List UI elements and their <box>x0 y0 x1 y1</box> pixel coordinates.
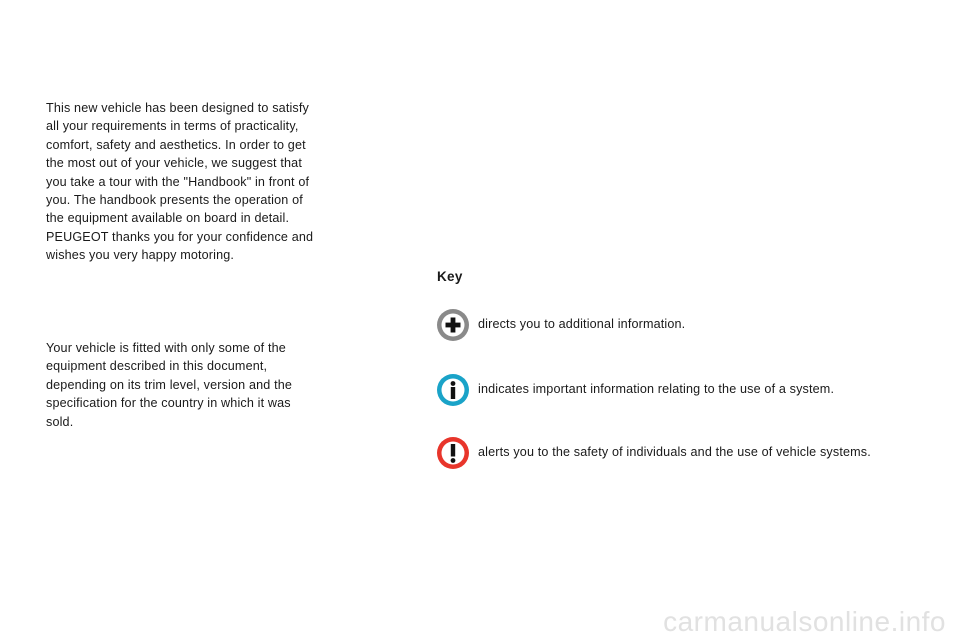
intro-line: you. The handbook presents the operation of <box>46 193 303 208</box>
key-item-important-info <box>436 373 936 407</box>
intro-paragraph <box>46 99 338 265</box>
equipment-note-paragraph <box>46 339 338 431</box>
equipment-note-line: Your vehicle is fitted with only some of the <box>46 341 286 355</box>
key-item-text: directs you to additional information. <box>478 317 686 331</box>
intro-line: the equipment available on board in detail. <box>46 211 290 226</box>
key-item-text: alerts you to the safety of individuals and the use of vehicle systems. <box>478 445 871 459</box>
exclamation-icon <box>436 436 470 470</box>
equipment-note-line: specification for the country in which it was <box>46 396 291 411</box>
equipment-note-line: sold. <box>46 414 74 429</box>
plus-icon <box>436 308 470 342</box>
equipment-note-line: equipment described in this document, <box>46 359 268 374</box>
intro-line: comfort, safety and aesthetics. In order to get <box>46 137 306 152</box>
intro-line: This new vehicle has been designed to satisfy <box>46 101 309 115</box>
key-heading: Key <box>437 269 463 284</box>
watermark: carmanualsonline.info <box>663 606 946 637</box>
intro-line: wishes you very happy motoring. <box>46 248 235 263</box>
equipment-note-line: depending on its trim level, version and the <box>46 377 293 392</box>
intro-line: the most out of your vehicle, we suggest that <box>46 156 302 171</box>
intro-line: PEUGEOT thanks you for your confidence and <box>46 229 314 244</box>
intro-line: you take a tour with the "Handbook" in front of <box>46 174 310 189</box>
key-item-additional-info <box>436 308 936 342</box>
key-item-text: indicates important information relating to the use of a system. <box>478 382 835 396</box>
intro-line: all your requirements in terms of practicality, <box>46 119 299 134</box>
key-item-safety-alert <box>436 436 936 470</box>
info-icon <box>436 373 470 407</box>
